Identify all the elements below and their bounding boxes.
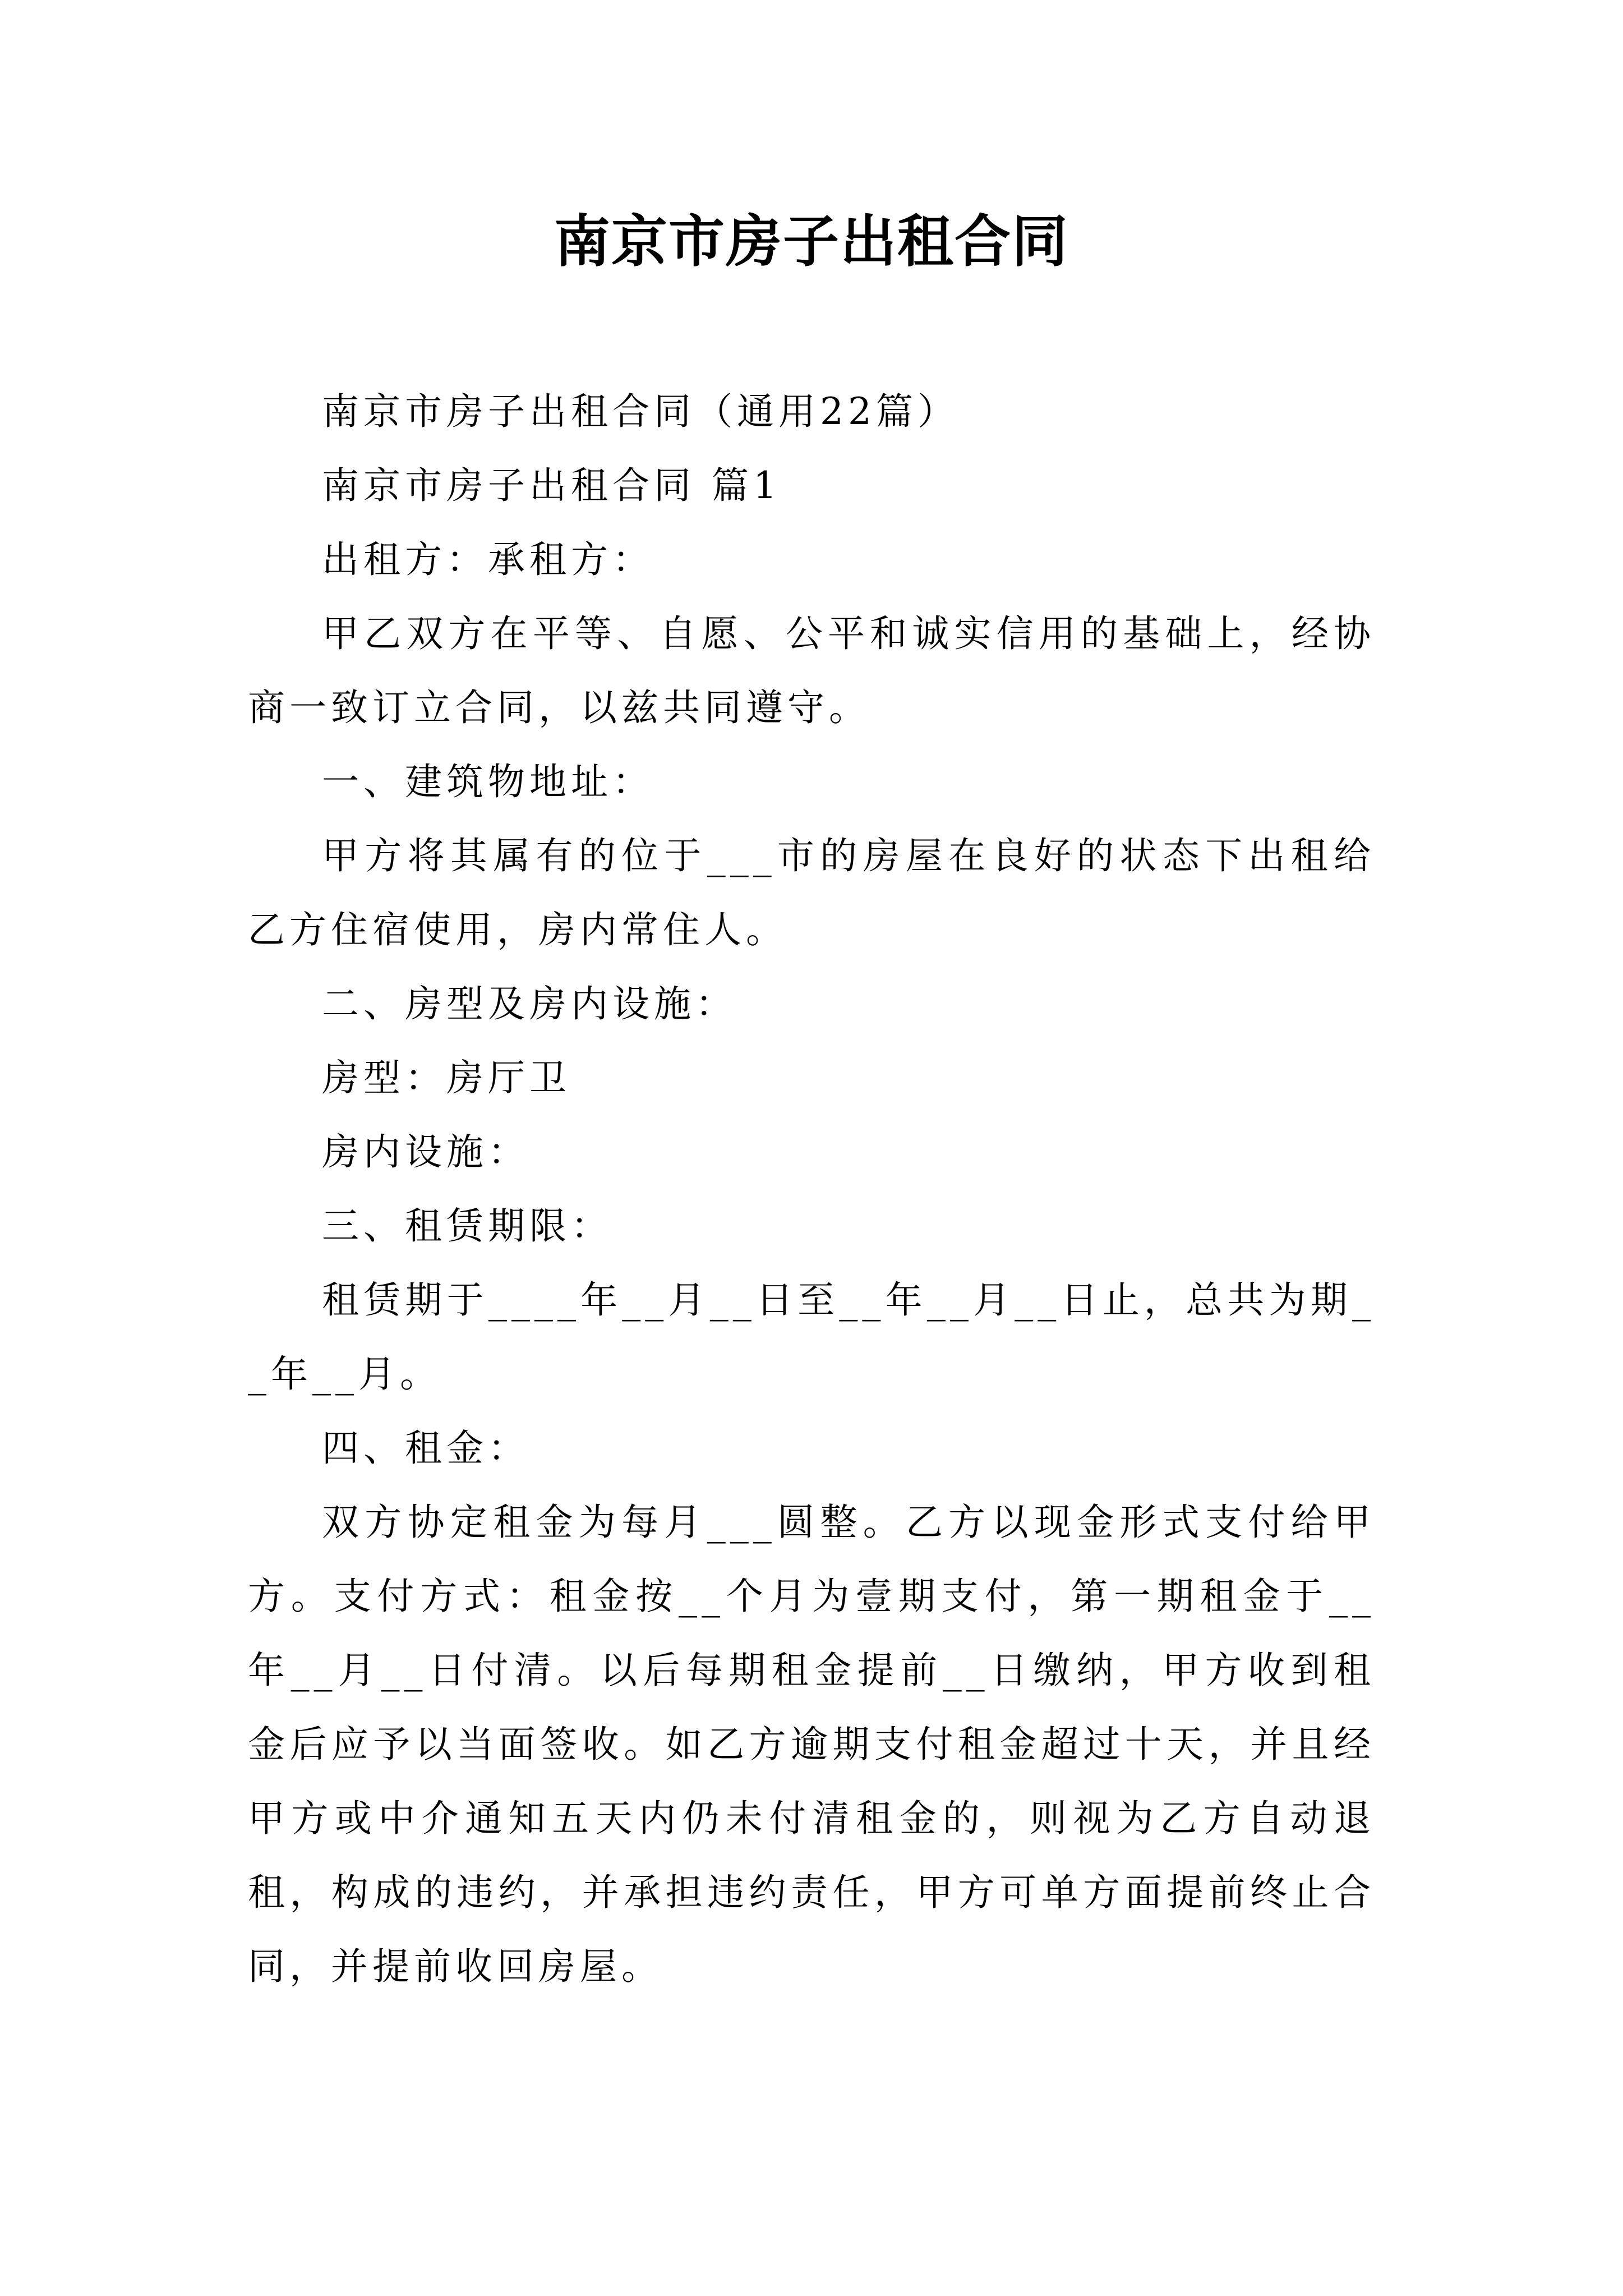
document-body (248, 375, 1375, 2004)
paragraph-room-type: 房型：房厅卫 (322, 1056, 571, 1099)
paragraph-clause-3-heading: 三、租赁期限： (322, 1204, 612, 1248)
paragraph-clause-2-heading: 二、房型及房内设施： (322, 982, 737, 1025)
paragraph-clause-3-text: 租赁期于____年__月__日至__年__月__日止，总共为期__年__月。 (248, 1278, 1375, 1396)
paragraph-subtitle: 南京市房子出租合同（通用22篇） (322, 390, 959, 433)
paragraph-clause-1-heading: 一、建筑物地址： (322, 760, 654, 803)
document-title: 南京市房子出租合同 (554, 208, 1069, 274)
paragraph-section-heading: 南京市房子出租合同 篇1 (322, 464, 781, 507)
paragraph-room-facilities: 房内设施： (322, 1130, 529, 1174)
paragraph-clause-4-heading: 四、租金： (322, 1427, 529, 1470)
paragraph-preamble: 甲乙双方在平等、自愿、公平和诚实信用的基础上，经协商一致订立合同，以兹共同遵守。 (248, 612, 1375, 729)
paragraph-parties: 出租方：承租方： (322, 538, 654, 581)
paragraph-clause-1-text: 甲方将其属有的位于___市的房屋在良好的状态下出租给乙方住宿使用，房内常住人。 (248, 834, 1375, 951)
paragraph-clause-4-text: 双方协定租金为每月___圆整。乙方以现金形式支付给甲方。支付方式：租金按__个月为壹期支付，第一期租金于__年__月__日付清。以后每期租金提前__日缴纳，甲方收到租金后应予以当面签收。如乙方逾期支付租金超过十天，并且经甲方或中介通知五天内仍未付清租金的，则视为乙方自动退租，构成的违约，并承担违约责任，甲方可单方面提前终止合同，并提前收回房屋。 (248, 1501, 1375, 1988)
